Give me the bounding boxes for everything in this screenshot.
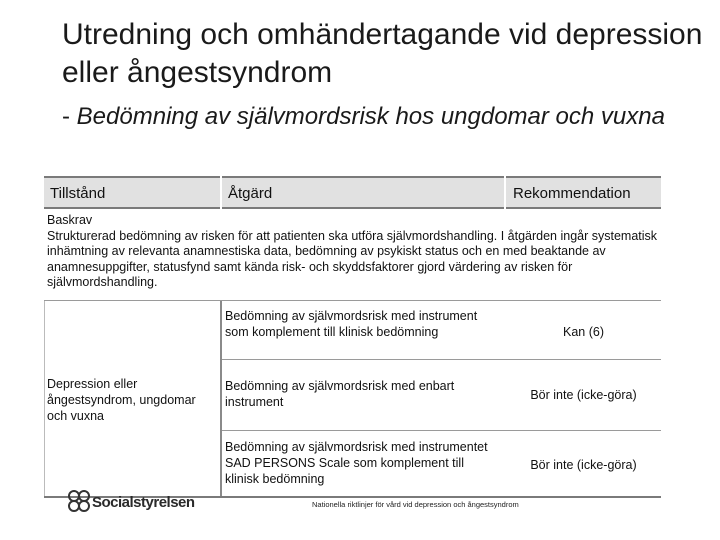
table-left-border [44,301,45,497]
recommendation-cell-3: Bör inte (icke-göra) [530,458,637,472]
recommendation-cell-2: Bör inte (icke-göra) [530,388,637,402]
header-cell-recommendation [506,176,661,209]
condition-cell: Depression eller ångestsyndrom, ungdomar och vuxna [47,377,196,423]
action-cell-3: Bedömning av självmordsrisk med instrumentet SAD PERSONS Scale som komplement till klinisk bedömning [225,440,488,486]
header-cell-action [222,176,504,209]
header-cell-condition [44,176,220,209]
column-divider [220,301,222,497]
action-cell-1: Bedömning av självmordsrisk med instrument som komplement till klinisk bedömning [225,309,478,339]
logo-text: Socialstyrelsen [92,494,195,511]
baskrav-text: Strukturerad bedömning av risken för att patienten ska utföra självmordshandling. I åtgärden ingår systematisk inhämtning av relevanta anamnestiska data, bedömning av psykiskt status och en med beaktande av anamnesuppgifter, statusfynd samt kända risk- och skyddsfaktorer gjord värdering av risken för självmordshandling. [47,228,658,289]
header-label-recommendation: Rekommendation [513,185,631,202]
baskrav-title: Baskrav [47,213,93,227]
subtitle-dash: - [62,103,70,130]
page-title: Utredning och omhändertagande vid depression eller ångestsyndrom [62,18,703,89]
baskrav-block [44,209,661,301]
header-label-action: Åtgärd [228,185,273,202]
subtitle-text: Bedömning av självmordsrisk hos ungdomar och vuxna [76,103,665,130]
row-divider [222,359,661,360]
action-cell-2: Bedömning av självmordsrisk med enbart instrument [225,379,455,409]
footer-note: Nationella riktlinjer för vård vid depression och ångestsyndrom [312,500,519,509]
row-divider [222,430,661,431]
page-subtitle [62,101,712,133]
header-label-condition: Tillstånd [50,185,106,202]
recommendation-cell-1: Kan (6) [563,325,604,339]
